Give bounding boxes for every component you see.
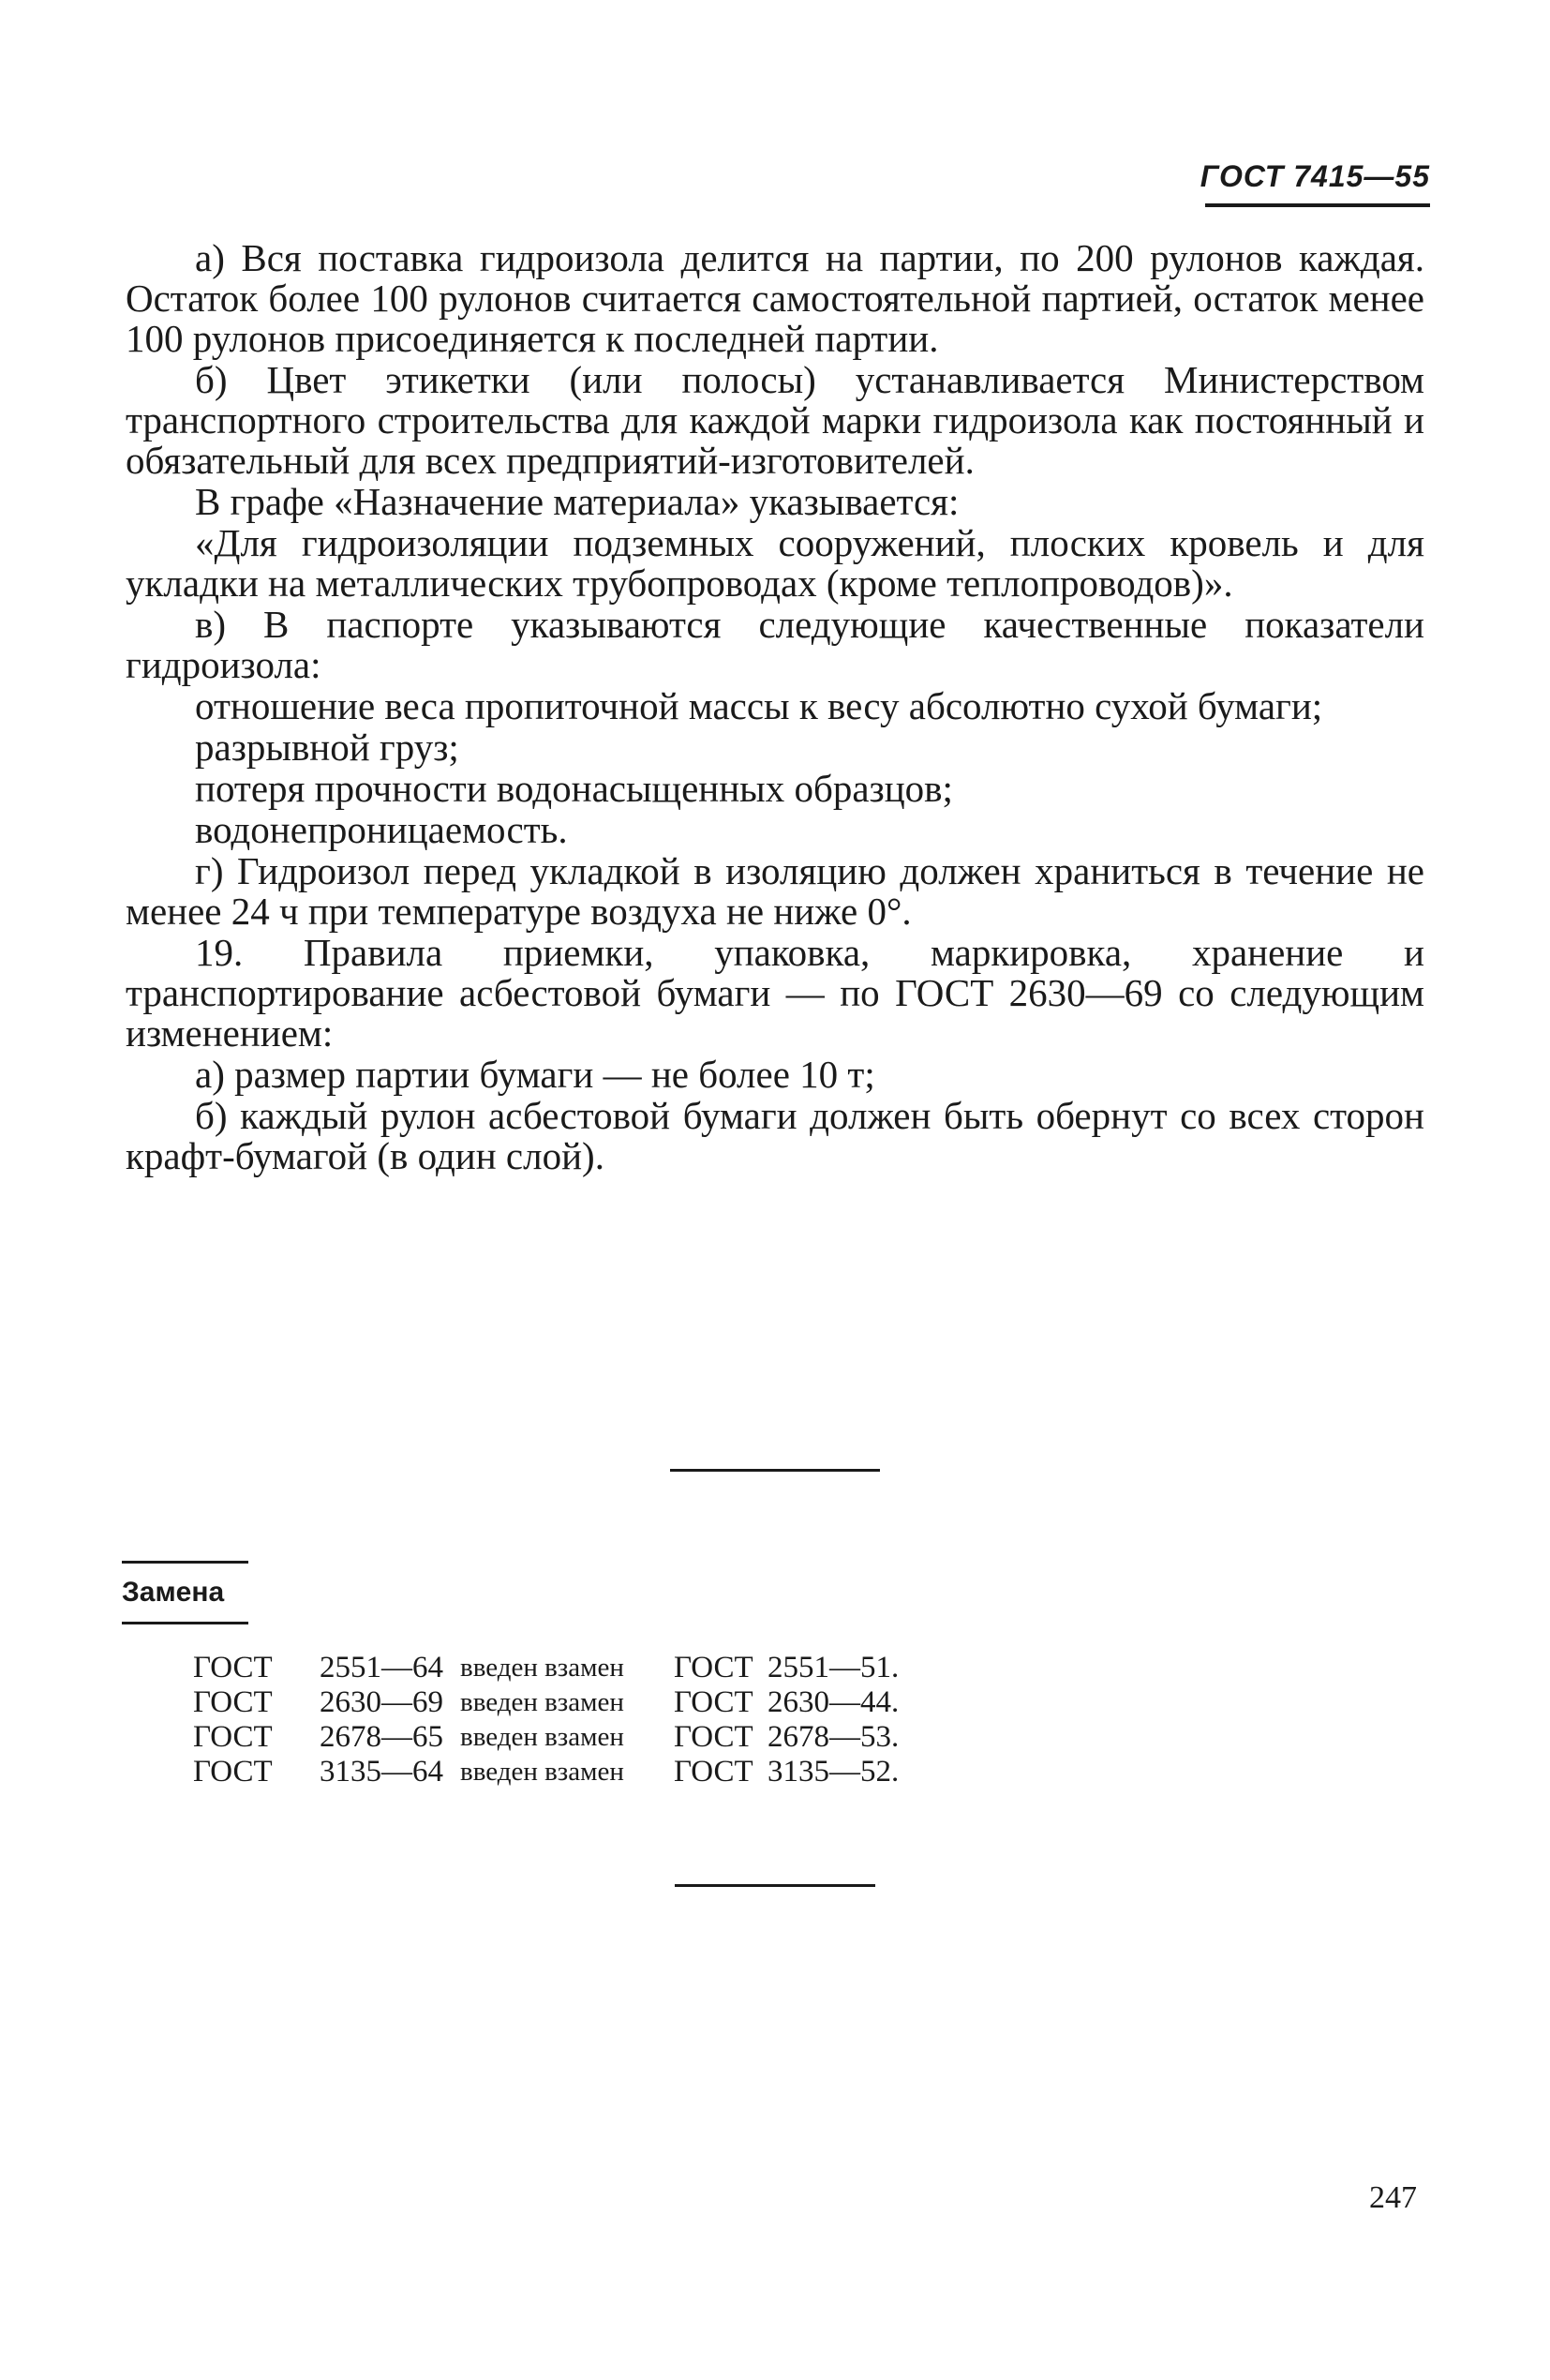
table-cell: ГОСТ xyxy=(193,1685,273,1719)
document-code: ГОСТ 7415—55 xyxy=(1200,159,1430,193)
table-row xyxy=(193,1651,899,1685)
replacement-title: Замена xyxy=(122,1577,225,1608)
section-divider-bottom xyxy=(675,1884,875,1887)
paragraph-purpose-heading: В графе «Назначение материала» указывается: xyxy=(195,480,960,523)
table-row xyxy=(193,1720,899,1755)
paragraph-passport: в) В паспорте указываются следующие качественные показатели гидроизола: xyxy=(126,603,1424,686)
table-cell: 3135—52. xyxy=(768,1755,900,1789)
table-cell: 2630—69 xyxy=(320,1685,443,1719)
table-cell: 2630—44. xyxy=(768,1685,900,1719)
table-cell: введен взамен xyxy=(460,1653,624,1683)
table-cell: введен взамен xyxy=(460,1687,624,1717)
table-cell: 3135—64 xyxy=(320,1755,443,1789)
table-cell: 2551—64 xyxy=(320,1651,443,1684)
list-item-breaking-load: разрывной груз; xyxy=(195,726,459,769)
table-row xyxy=(193,1685,899,1720)
paragraph-partition: а) Вся поставка гидроизола делится на партии, по 200 рулонов каждая. Остаток более 100 рулонов считается самостоятельной партией, остаток менее 100 рулонов присоединяется к последней партии. xyxy=(126,236,1424,360)
table-cell: ГОСТ xyxy=(674,1685,753,1719)
paragraph-label-color: б) Цвет этикетки (или полосы) устанавливается Министерством транспортного строительства для каждой марки гидроизола как постоянный и обязательный для всех предприятий-изготовителей. xyxy=(126,358,1424,482)
page-number: 247 xyxy=(1369,2180,1417,2215)
paragraph-wrapping: б) каждый рулон асбестовой бумаги должен быть обернут со всех сторон крафт-бумагой (в один слой). xyxy=(126,1094,1424,1177)
page-header xyxy=(1200,159,1430,207)
replacement-table xyxy=(193,1651,899,1789)
list-item-mass-ratio: отношение веса пропиточной массы к весу абсолютно сухой бумаги; xyxy=(195,684,1323,727)
table-cell: ГОСТ xyxy=(193,1651,273,1684)
table-cell: введен взамен xyxy=(460,1722,624,1752)
paragraph-storage: г) Гидроизол перед укладкой в изоляцию должен храниться в течение не менее 24 ч при температуре воздуха не ниже 0°. xyxy=(126,849,1424,933)
replacement-rule-top xyxy=(122,1561,248,1564)
table-cell: ГОСТ xyxy=(674,1651,753,1684)
table-row xyxy=(193,1755,899,1789)
table-cell: ГОСТ xyxy=(674,1720,753,1754)
replacement-rule-bottom xyxy=(122,1622,248,1624)
table-cell: ГОСТ xyxy=(193,1755,273,1789)
paragraph-batch-size: а) размер партии бумаги — не более 10 т; xyxy=(195,1053,875,1096)
table-cell: 2678—65 xyxy=(320,1720,443,1754)
section-divider-top xyxy=(670,1469,880,1472)
body-text xyxy=(126,238,1424,1177)
header-rule xyxy=(1205,203,1430,207)
table-cell: введен взамен xyxy=(460,1757,624,1787)
list-item-waterproofness: водонепроницаемость. xyxy=(195,808,568,851)
table-cell: 2678—53. xyxy=(768,1720,900,1754)
table-cell: 2551—51. xyxy=(768,1651,900,1684)
paragraph-section-19: 19. Правила приемки, упаковка, маркировка, хранение и транспортирование асбестовой бумаги — по ГОСТ 2630—69 со следующим изменением: xyxy=(126,931,1424,1055)
replacement-heading-block xyxy=(122,1561,248,1624)
table-cell: ГОСТ xyxy=(674,1755,753,1789)
table-cell: ГОСТ xyxy=(193,1720,273,1754)
list-item-strength-loss: потеря прочности водонасыщенных образцов; xyxy=(195,767,953,810)
paragraph-purpose-text: «Для гидроизоляции подземных сооружений, плоских кровель и для укладки на металлических трубопроводах (кроме теплопроводов)». xyxy=(126,521,1424,605)
